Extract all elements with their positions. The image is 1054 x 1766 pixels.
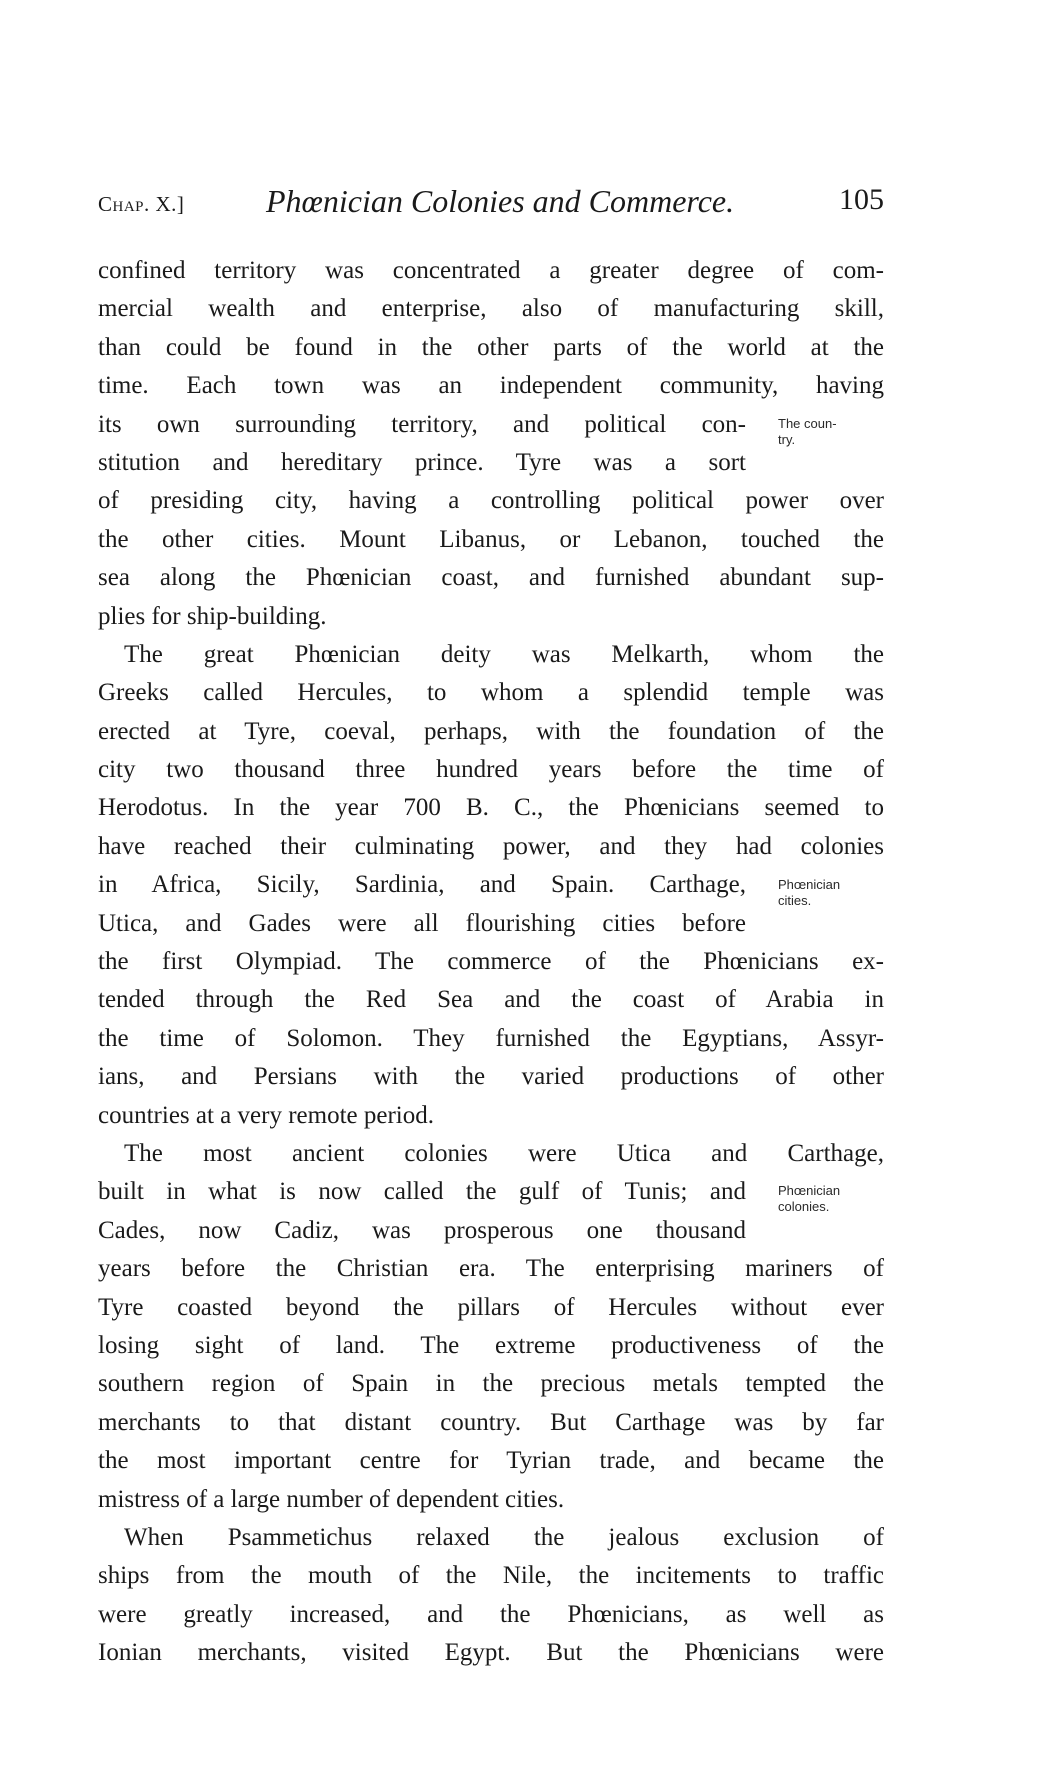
margin-note-line: try. (778, 432, 796, 447)
text-line: Tyre coasted beyond the pillars of Hercules without ever (98, 1293, 884, 1321)
text-line: sea along the Phœnician coast, and furnished abundant sup- (98, 564, 884, 592)
text-line: time. Each town was an independent community, having (98, 372, 884, 400)
text-line: its own surrounding territory, and political con- (98, 410, 746, 438)
running-head (98, 183, 884, 229)
text-line: in Africa, Sicily, Sardinia, and Spain. Carthage, (98, 871, 746, 899)
page-number: 105 (839, 183, 884, 216)
margin-note-cities (778, 877, 840, 909)
margin-note-colonies (778, 1183, 840, 1215)
text-line: years before the Christian era. The enterprising mariners of (98, 1255, 884, 1283)
text-line: merchants to that distant country. But Carthage was by far (98, 1408, 884, 1436)
text-line: Greeks called Hercules, to whom a splendid temple was (98, 679, 884, 707)
text-line: the time of Solomon. They furnished the Egyptians, Assyr- (98, 1024, 884, 1052)
text-line: losing sight of land. The extreme productiveness of the (98, 1331, 884, 1359)
text-line: When Psammetichus relaxed the jealous exclusion of (124, 1523, 884, 1551)
text-line: mistress of a large number of dependent cities. (98, 1485, 565, 1513)
text-line: were greatly increased, and the Phœnicians, as well as (98, 1600, 884, 1628)
margin-note-line: colonies. (778, 1199, 830, 1214)
text-line: plies for ship-building. (98, 602, 327, 630)
text-line: ships from the mouth of the Nile, the incitements to traffic (98, 1562, 884, 1590)
chapter-label: Chap. X.] (98, 192, 185, 216)
margin-note-line: The coun- (778, 416, 837, 431)
text-line: the other cities. Mount Libanus, or Lebanon, touched the (98, 525, 884, 553)
text-line: erected at Tyre, coeval, perhaps, with the foundation of the (98, 717, 884, 745)
text-line: the first Olympiad. The commerce of the Phœnicians ex- (98, 948, 884, 976)
text-line: city two thousand three hundred years before the time of (98, 756, 884, 784)
text-line: have reached their culminating power, and they had colonies (98, 832, 884, 860)
running-title: Phœnician Colonies and Commerce. (266, 183, 735, 219)
text-line: ians, and Persians with the varied productions of other (98, 1063, 884, 1091)
margin-note-country (778, 416, 837, 448)
text-line: The great Phœnician deity was Melkarth, whom the (124, 640, 884, 668)
margin-note-line: Phœnician (778, 877, 841, 892)
text-line: mercial wealth and enterprise, also of manufacturing skill, (98, 295, 884, 323)
text-line: countries at a very remote period. (98, 1101, 434, 1129)
margin-note-line: cities. (778, 893, 812, 908)
text-line: Herodotus. In the year 700 B. C., the Phœnicians seemed to (98, 794, 884, 822)
text-line: Cades, now Cadiz, was prosperous one thousand (98, 1216, 746, 1244)
text-line: stitution and hereditary prince. Tyre was a sort (98, 448, 746, 476)
margin-note-line: Phœnician (778, 1183, 841, 1198)
text-line: confined territory was concentrated a greater degree of com- (98, 257, 884, 284)
text-line: The most ancient colonies were Utica and Carthage, (124, 1139, 884, 1167)
text-line: Ionian merchants, visited Egypt. But the Phœnicians were (98, 1639, 884, 1667)
body-text (98, 252, 884, 1672)
text-line: southern region of Spain in the precious metals tempted the (98, 1370, 884, 1398)
text-line: the most important centre for Tyrian trade, and became the (98, 1447, 884, 1475)
text-line: of presiding city, having a controlling political power over (98, 487, 884, 515)
text-line: than could be found in the other parts of the world at the (98, 333, 884, 361)
text-line: Utica, and Gades were all flourishing cities before (98, 909, 746, 937)
text-line: tended through the Red Sea and the coast of Arabia in (98, 986, 884, 1014)
text-line: built in what is now called the gulf of Tunis; and (98, 1178, 746, 1206)
